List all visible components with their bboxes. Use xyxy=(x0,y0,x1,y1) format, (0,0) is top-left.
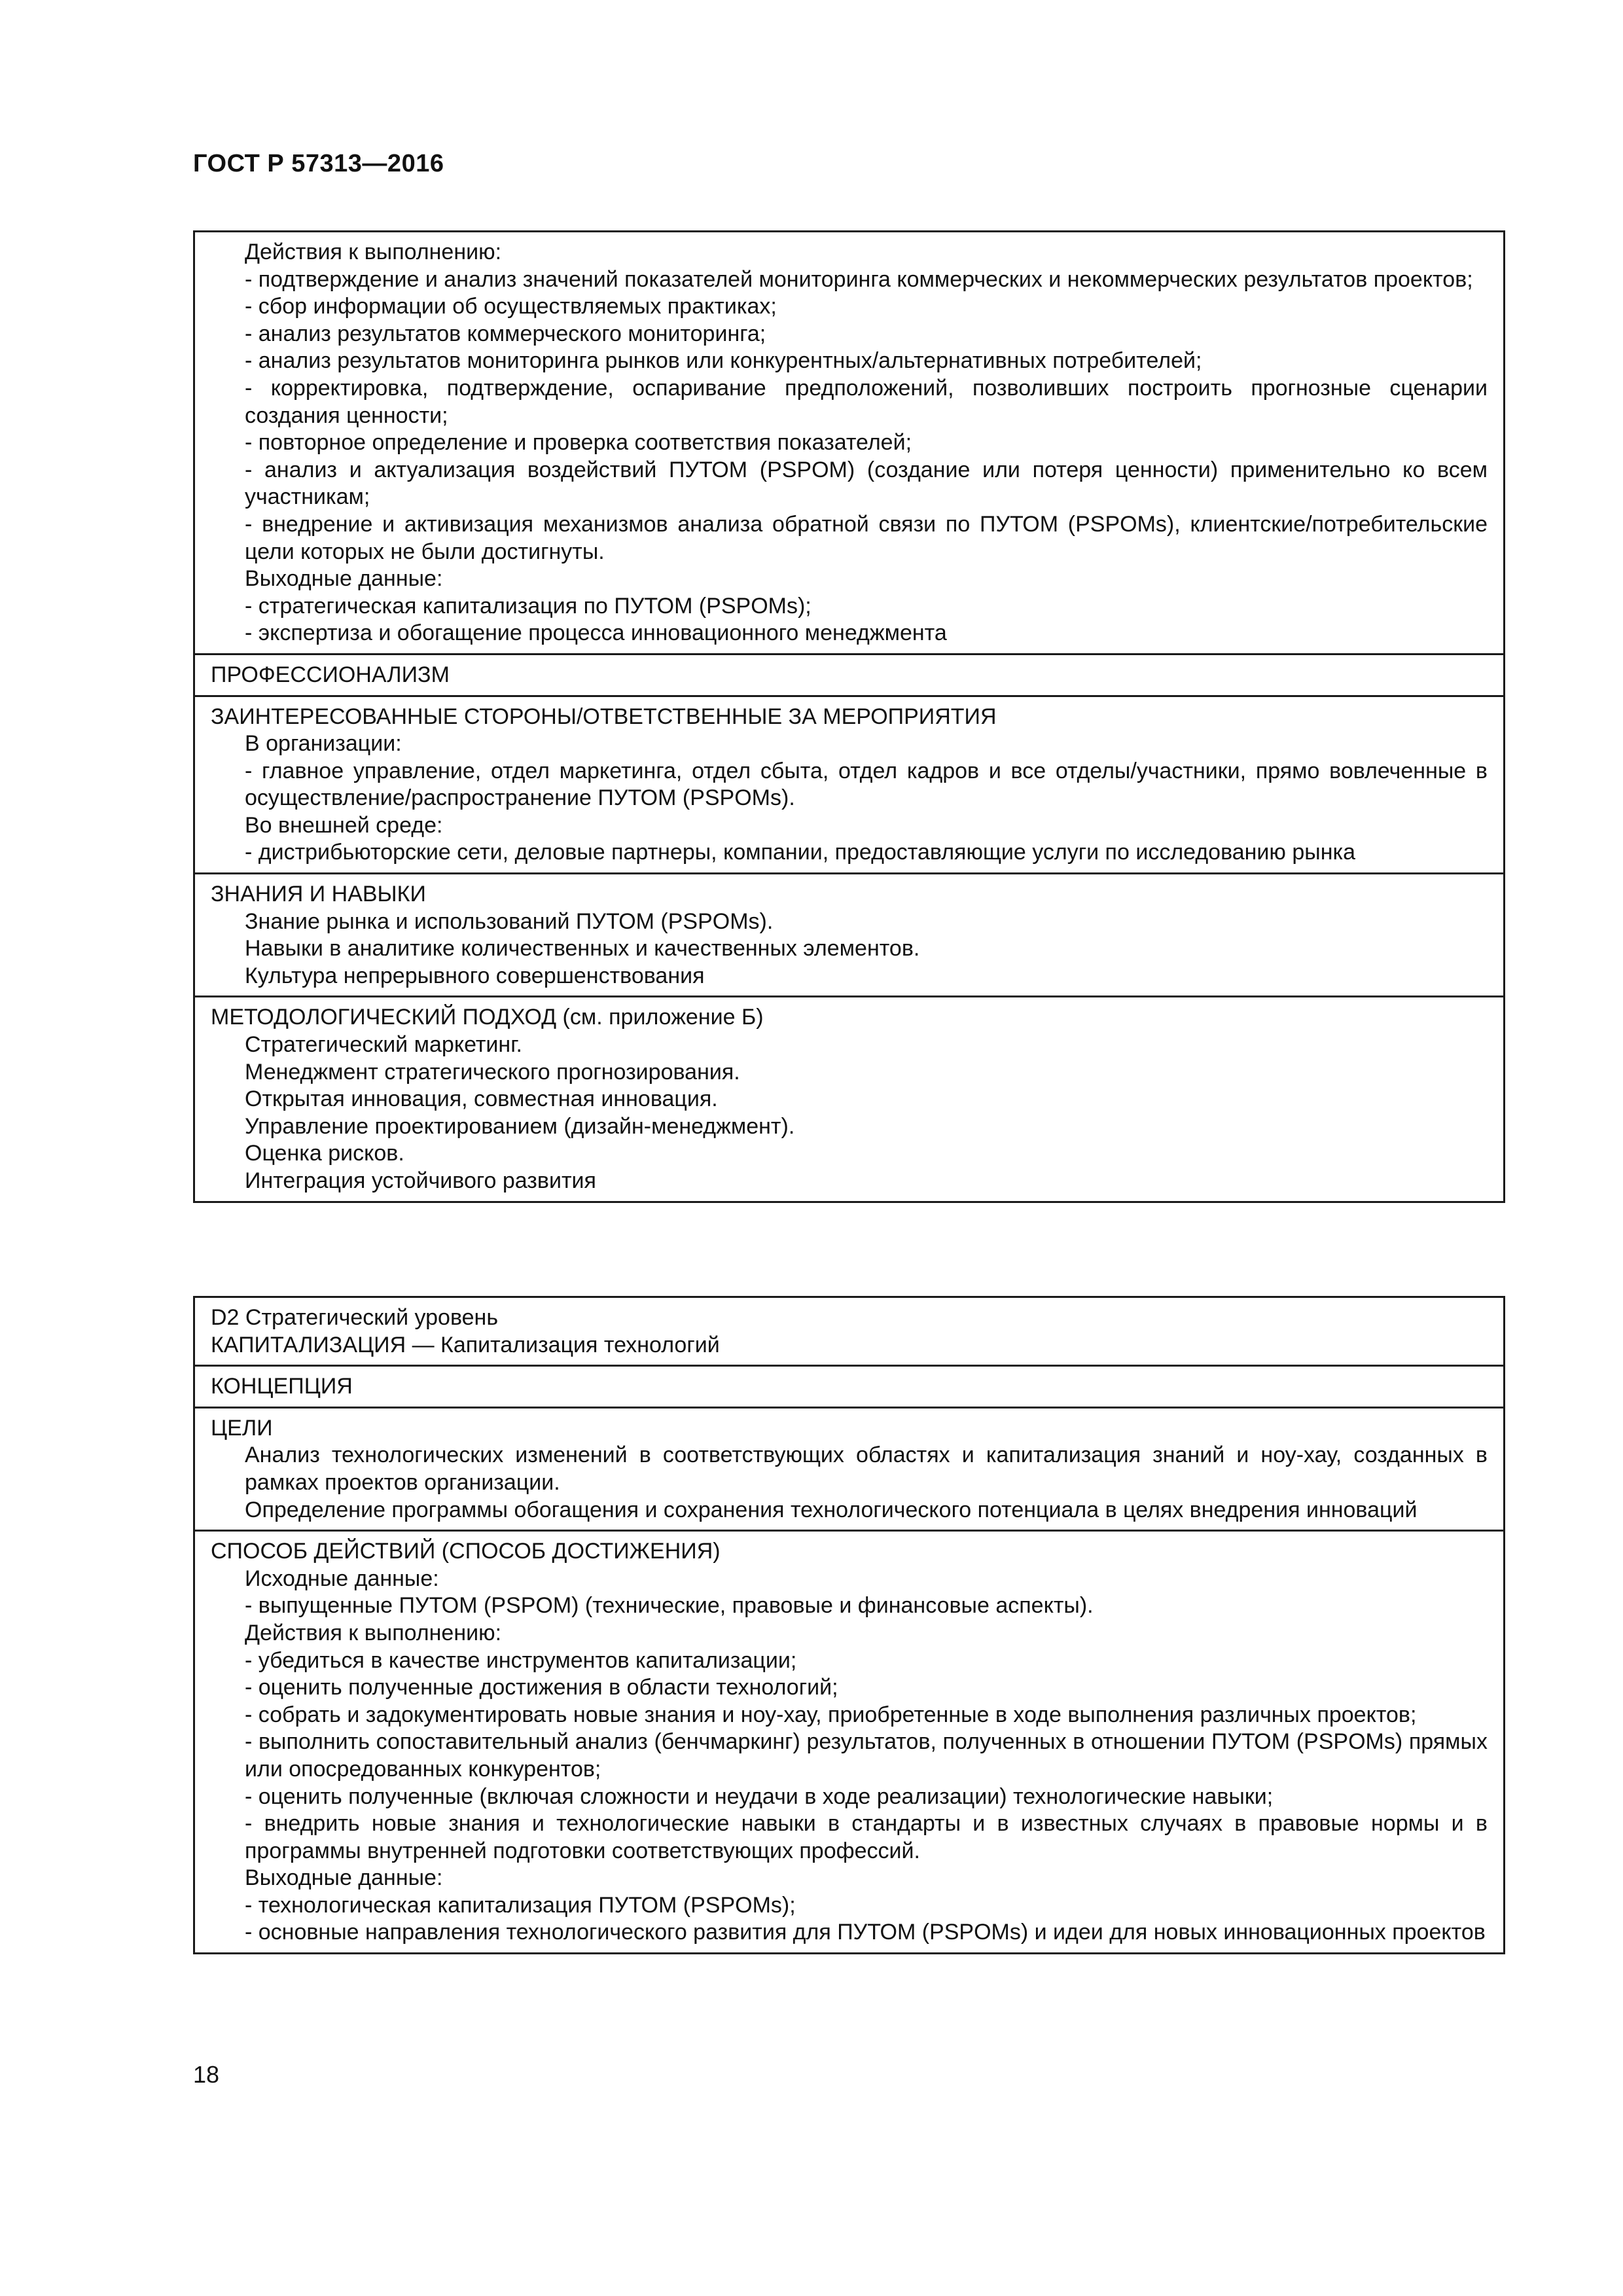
goals-heading: ЦЕЛИ xyxy=(211,1415,273,1441)
method-action-item: - оценить полученные (включая сложности и неудачи в ходе реализации) технологические навыки; xyxy=(245,1784,1274,1809)
methodology-line: Стратегический маркетинг. xyxy=(245,1032,522,1058)
action-item: - анализ результатов мониторинга рынков или конкурентных/альтернативных потребителей; xyxy=(245,348,1202,374)
stakeholders-row xyxy=(194,696,1505,874)
knowledge-line: Культура непрерывного совершенствования xyxy=(245,963,705,988)
knowledge-heading: ЗНАНИЯ И НАВЫКИ xyxy=(211,882,426,907)
method-action-item: - внедрить новые знания и технологические навыки в стандарты и в известных случаях в правовые нормы и в программы внутренней подготовки соответствующих профессий. xyxy=(245,1811,1488,1863)
knowledge-line: Навыки в аналитике количественных и качественных элементов. xyxy=(245,936,920,961)
concept-row xyxy=(194,1366,1505,1408)
action-item: - корректировка, подтверждение, оспаривание предположений, позволивших построить прогнозные сценарии создания ценности; xyxy=(245,375,1488,428)
goals-line: Определение программы обогащения и сохранения технологического потенциала в целях внедрения инноваций xyxy=(245,1497,1418,1522)
method-heading: СПОСОБ ДЕЙСТВИЙ (СПОСОБ ДОСТИЖЕНИЯ) xyxy=(211,1539,721,1564)
knowledge-row xyxy=(194,874,1505,997)
input-heading: Исходные данные: xyxy=(245,1566,439,1591)
document-number-header: ГОСТ Р 57313—2016 xyxy=(193,150,444,177)
methodology-line: Открытая инновация, совместная инновация. xyxy=(245,1086,718,1112)
stakeholders-heading: ЗАИНТЕРЕСОВАННЫЕ СТОРОНЫ/ОТВЕТСТВЕННЫЕ ЗА МЕРОПРИЯТИЯ xyxy=(211,704,997,729)
output-heading: Выходные данные: xyxy=(245,566,443,592)
method-action-item: - убедиться в качестве инструментов капитализации; xyxy=(245,1647,797,1673)
strategic-capitalization-table xyxy=(193,230,1505,1203)
methodology-line: Управление проектированием (дизайн-менеджмент). xyxy=(245,1113,795,1139)
method-actions-heading: Действия к выполнению: xyxy=(245,1620,502,1645)
external-label: Во внешней среде: xyxy=(245,812,443,838)
knowledge-line: Знание рынка и использований ПУТОМ (PSPOMs). xyxy=(245,908,774,934)
methodology-line: Оценка рисков. xyxy=(245,1141,404,1166)
method-output-item: - основные направления технологического развития для ПУТОМ (PSPOMs) и идеи для новых инновационных проектов xyxy=(245,1920,1486,1945)
internal-item: - главное управление, отдел маркетинга, отдел сбыта, отдел кадров и все отделы/участники, прямо вовлеченные в осуществление/распространение ПУТОМ (PSPOMs). xyxy=(245,758,1488,811)
output-item: - экспертиза и обогащение процесса инновационного менеджмента xyxy=(245,620,947,646)
methodology-line: Менеджмент стратегического прогнозирования. xyxy=(245,1059,740,1085)
method-output-item: - технологическая капитализация ПУТОМ (PSPOMs); xyxy=(245,1892,796,1918)
methodology-row xyxy=(194,997,1505,1202)
goals-cell xyxy=(194,1407,1505,1530)
professionalism-cell: ПРОФЕССИОНАЛИЗМ xyxy=(194,654,1505,696)
page-number: 18 xyxy=(193,2061,220,2088)
action-item: - повторное определение и проверка соответствия показателей; xyxy=(245,430,912,456)
title-row xyxy=(194,1297,1505,1366)
internal-label: В организации: xyxy=(245,731,402,757)
output-item: - стратегическая капитализация по ПУТОМ (PSPOMs); xyxy=(245,593,812,619)
stakeholders-cell xyxy=(194,696,1505,874)
action-item: - внедрение и активизация механизмов анализа обратной связи по ПУТОМ (PSPOMs), клиентские/потребительские цели которых не были достигнуты. xyxy=(245,511,1488,564)
method-output-heading: Выходные данные: xyxy=(245,1865,443,1891)
technology-capitalization-table xyxy=(193,1296,1505,1954)
level-title: D2 Стратегический уровень xyxy=(211,1305,499,1330)
actions-heading: Действия к выполнению: xyxy=(245,240,502,264)
methodology-line: Интеграция устойчивого развития xyxy=(245,1168,596,1193)
method-action-item: - выполнить сопоставительный анализ (бенчмаркинг) результатов, полученных в отношении ПУТОМ (PSPOMs) прямых или опосредованных конкурентов; xyxy=(245,1729,1488,1782)
title-cell xyxy=(194,1297,1505,1366)
actions-row xyxy=(194,232,1505,655)
goals-row xyxy=(194,1407,1505,1530)
methodology-heading: МЕТОДОЛОГИЧЕСКИЙ ПОДХОД (см. приложение Б) xyxy=(211,1005,764,1030)
action-item: - подтверждение и анализ значений показателей мониторинга коммерческих и некоммерческих результатов проектов; xyxy=(245,266,1473,292)
action-item: - анализ и актуализация воздействий ПУТОМ (PSPOM) (создание или потеря ценности) применительно ко всем участникам; xyxy=(245,457,1488,510)
actions-cell xyxy=(194,232,1505,655)
goals-line: Анализ технологических изменений в соответствующих областях и капитализация знаний и ноу-хау, созданных в рамках проектов организации. xyxy=(245,1443,1488,1495)
knowledge-cell xyxy=(194,874,1505,997)
methodology-cell xyxy=(194,997,1505,1202)
action-item: - анализ результатов коммерческого мониторинга; xyxy=(245,321,766,346)
action-item: - сбор информации об осуществляемых практиках; xyxy=(245,294,777,319)
external-item: - дистрибьюторские сети, деловые партнеры, компании, предоставляющие услуги по исследованию рынка xyxy=(245,840,1356,865)
capitalization-title: КАПИТАЛИЗАЦИЯ — Капитализация технологий xyxy=(211,1332,720,1357)
method-row xyxy=(194,1531,1505,1954)
method-action-item: - оценить полученные достижения в области технологий; xyxy=(245,1675,838,1700)
input-item: - выпущенные ПУТОМ (PSPOM) (технические, правовые и финансовые аспекты). xyxy=(245,1593,1094,1619)
concept-cell: КОНЦЕПЦИЯ xyxy=(194,1366,1505,1408)
method-action-item: - собрать и задокументировать новые знания и ноу-хау, приобретенные в ходе выполнения различных проектов; xyxy=(245,1702,1417,1727)
professionalism-row xyxy=(194,654,1505,696)
method-cell xyxy=(194,1531,1505,1954)
